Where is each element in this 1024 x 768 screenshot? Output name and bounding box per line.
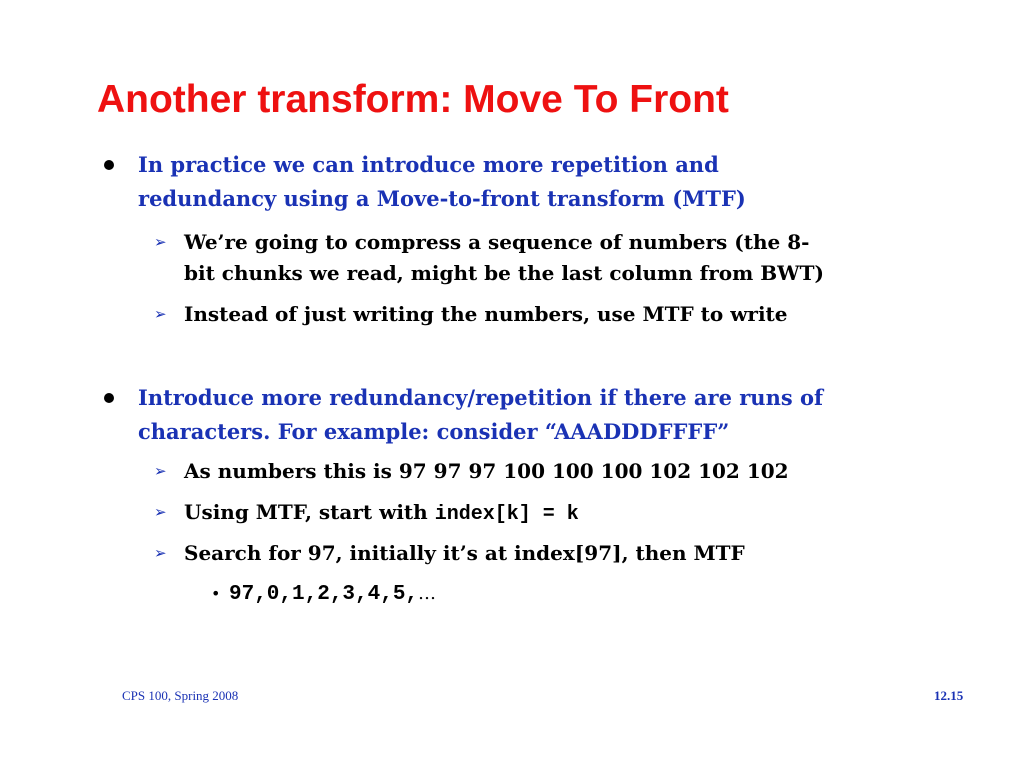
bullet-2-line-2: characters. For example: consider “AAADDDFFFF” (138, 419, 730, 444)
subsub-2-3-1-ellipsis: … (418, 583, 437, 604)
subbullet-2-2-code: index[k] = k (434, 503, 579, 526)
small-dot-bullet-icon: • (211, 584, 221, 603)
subbullet-1-2-line-1: Instead of just writing the numbers, use MTF to write (184, 302, 788, 326)
subbullet-2-2 (184, 497, 579, 530)
footer-course: CPS 100, Spring 2008 (122, 688, 239, 703)
subsub-2-3-1-code: 97,0,1,2,3,4,5, (229, 583, 419, 606)
slide-title: Another transform: Move To Front (97, 78, 729, 121)
arrow-bullet-icon: ➢ (154, 462, 167, 480)
arrow-bullet-icon: ➢ (154, 305, 167, 323)
arrow-bullet-icon: ➢ (154, 503, 167, 521)
subsub-2-3-1 (229, 579, 436, 610)
bullet-dot-icon (104, 393, 114, 403)
arrow-bullet-icon: ➢ (154, 233, 167, 251)
bullet-1-line-1: In practice we can introduce more repetition and (138, 152, 719, 177)
bullet-dot-icon (104, 160, 114, 170)
bullet-1-line-2: redundancy using a Move-to-front transform (MTF) (138, 186, 746, 211)
subbullet-1-1-line-2: bit chunks we read, might be the last column from BWT) (184, 261, 824, 285)
subbullet-2-1-line-1: As numbers this is 97 97 97 100 100 100 102 102 102 (184, 459, 789, 483)
arrow-bullet-icon: ➢ (154, 544, 167, 562)
subbullet-1-1-line-1: We’re going to compress a sequence of numbers (the 8- (184, 230, 810, 254)
subbullet-2-3-line-1: Search for 97, initially it’s at index[97], then MTF (184, 541, 745, 565)
bullet-2-line-1: Introduce more redundancy/repetition if there are runs of (138, 385, 824, 410)
subbullet-2-2-text: Using MTF, start with (184, 500, 435, 524)
footer-page-number: 12.15 (934, 688, 964, 703)
